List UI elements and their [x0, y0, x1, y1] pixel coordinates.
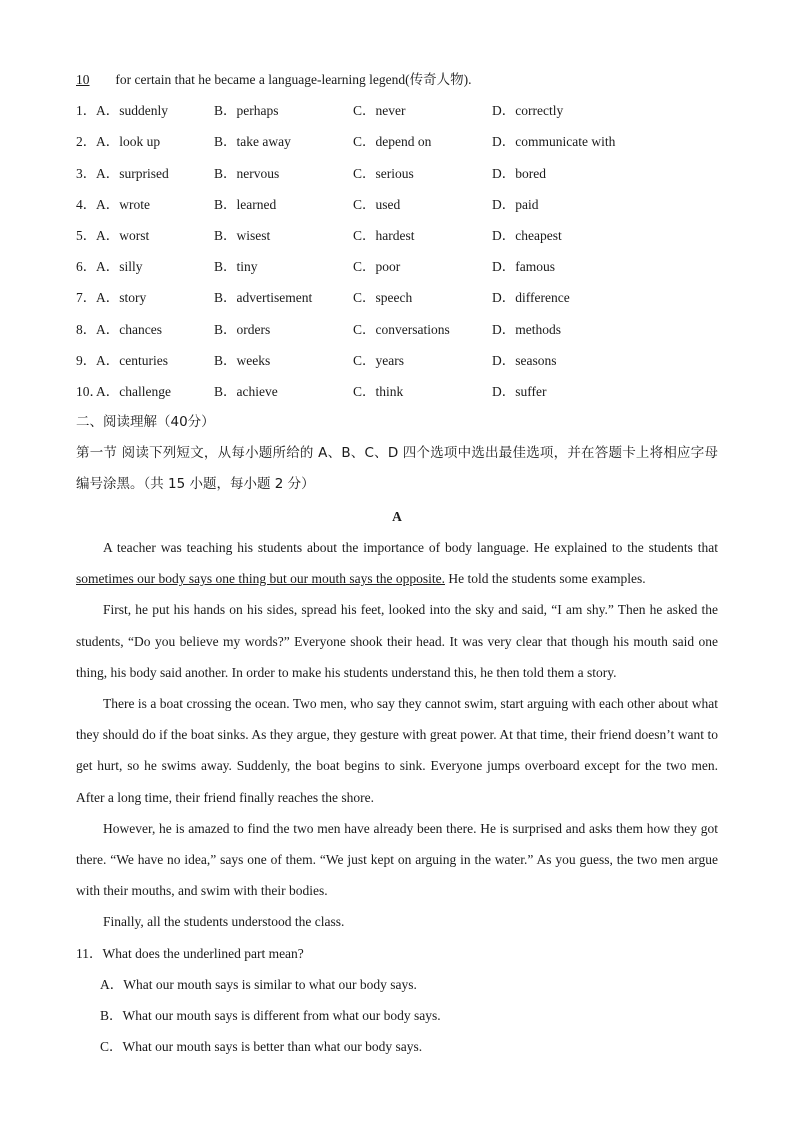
option-number: 9． — [76, 352, 97, 368]
option-row — [76, 189, 718, 220]
option-a: A．silly — [96, 259, 143, 275]
option-a: A．look up — [96, 134, 161, 150]
passage-paragraph-3: There is a boat crossing the ocean. Two men, who say they cannot swim, start arguing with each other about what they should do if the boat sinks. As they argue, they gesture with great power. At that time, their friend doesn’t want to get hurt, so he swims away. Suddenly, the boat begins to sink. Everyone jumps overboard except for the two men. After a long time, their friend finally reaches the shore. — [76, 695, 718, 805]
option-d: D．suffer — [492, 383, 547, 399]
option-c: C．conversations — [353, 321, 450, 337]
option-d: D．famous — [492, 259, 555, 275]
cloze-options — [76, 95, 718, 407]
option-number: 3． — [76, 165, 97, 181]
cloze-last-line — [76, 64, 718, 95]
option-a: A．story — [96, 290, 147, 306]
question-11-option-c: C．What our mouth says is better than what our body says. — [100, 1039, 423, 1055]
option-c: C．depend on — [353, 134, 432, 150]
option-a: A．centuries — [96, 352, 168, 368]
option-row — [76, 282, 718, 313]
option-d: D．correctly — [492, 103, 564, 119]
option-b: B．take away — [214, 134, 291, 150]
option-number: 6． — [76, 259, 97, 275]
option-b: B．learned — [214, 196, 277, 212]
blank-number: 10 — [76, 72, 90, 87]
option-row — [76, 345, 718, 376]
option-a: A．chances — [96, 321, 162, 337]
option-a: A．worst — [96, 227, 150, 243]
option-row — [76, 376, 718, 407]
option-d: D．methods — [492, 321, 561, 337]
option-c: C．used — [353, 196, 401, 212]
option-row — [76, 251, 718, 282]
section-instruction: 第一节 阅读下列短文，从每小题所给的 A、B、C、D 四个选项中选出最佳选项，并在答题卡上将相应字母编号涂黑。（共 15 小题，每小题 2 分） — [76, 445, 718, 493]
option-c: C．speech — [353, 290, 413, 306]
option-row — [76, 126, 718, 157]
option-b: B．achieve — [214, 383, 278, 399]
option-number: 1． — [76, 103, 97, 119]
option-d: D．paid — [492, 196, 539, 212]
option-a: A．wrote — [96, 196, 150, 212]
underlined-part: sometimes our body says one thing but our mouth says the opposite. — [76, 571, 445, 587]
question-11-option-b: B．What our mouth says is different from what our body says. — [100, 1007, 441, 1023]
option-c: C．years — [353, 352, 404, 368]
option-c: C．serious — [353, 165, 414, 181]
option-b: B．orders — [214, 321, 271, 337]
para1-after: He told the students some examples. — [444, 571, 646, 587]
question-11-option-a: A．What our mouth says is similar to what our body says. — [100, 976, 417, 992]
option-b: B．tiny — [214, 259, 258, 275]
option-d: D．bored — [492, 165, 546, 181]
option-b: B．perhaps — [214, 103, 279, 119]
passage-paragraph-2: First, he put his hands on his sides, spread his feet, looked into the sky and said, “I am shy.” Then he asked the students, “Do you believe my words?” Everyone shook their head. It was very clear that though his mouth said one thing, his body said another. In order to make his students understand this, he then told them a story. — [76, 602, 718, 680]
option-c: C．hardest — [353, 227, 415, 243]
option-d: D．seasons — [492, 352, 557, 368]
option-d: D．cheapest — [492, 227, 562, 243]
cloze-text: for certain that he became a language-learning legend(传奇人物). — [112, 72, 472, 87]
option-number: 10． — [76, 383, 103, 399]
option-number: 5． — [76, 227, 97, 243]
option-d: D．communicate with — [492, 134, 616, 150]
option-row — [76, 314, 718, 345]
passage-paragraph-1 — [76, 532, 718, 594]
section-title: 二、阅读理解（40分） — [76, 414, 215, 431]
option-a: A．challenge — [96, 383, 171, 399]
passage-paragraph-5: Finally, all the students understood the class. — [103, 914, 345, 930]
option-c: C．never — [353, 103, 406, 119]
option-d: D．difference — [492, 290, 570, 306]
option-b: B．weeks — [214, 352, 271, 368]
passage-title: A — [392, 508, 402, 524]
option-b: B．wisest — [214, 227, 271, 243]
option-row — [76, 220, 718, 251]
question-11-stem: 11．What does the underlined part mean? — [76, 945, 304, 961]
option-row — [76, 95, 718, 126]
option-b: B．advertisement — [214, 290, 313, 306]
para1-before: A teacher was teaching his students about the importance of body language. He explained to the students that — [103, 539, 718, 555]
option-number: 7． — [76, 290, 97, 306]
option-row — [76, 158, 718, 189]
option-c: C．think — [353, 383, 404, 399]
option-number: 4． — [76, 196, 97, 212]
option-c: C．poor — [353, 259, 401, 275]
exam-page — [76, 64, 718, 1062]
option-number: 8． — [76, 321, 97, 337]
option-b: B．nervous — [214, 165, 280, 181]
passage-paragraph-4: However, he is amazed to find the two men have already been there. He is surprised and asks them how they got there. “We have no idea,” says one of them. “We just kept on arguing in the water.” As you guess, the two men argue with their mouths, and swim with their bodies. — [76, 820, 718, 899]
option-a: A．surprised — [96, 165, 169, 181]
option-number: 2． — [76, 134, 97, 150]
option-a: A．suddenly — [96, 103, 168, 119]
